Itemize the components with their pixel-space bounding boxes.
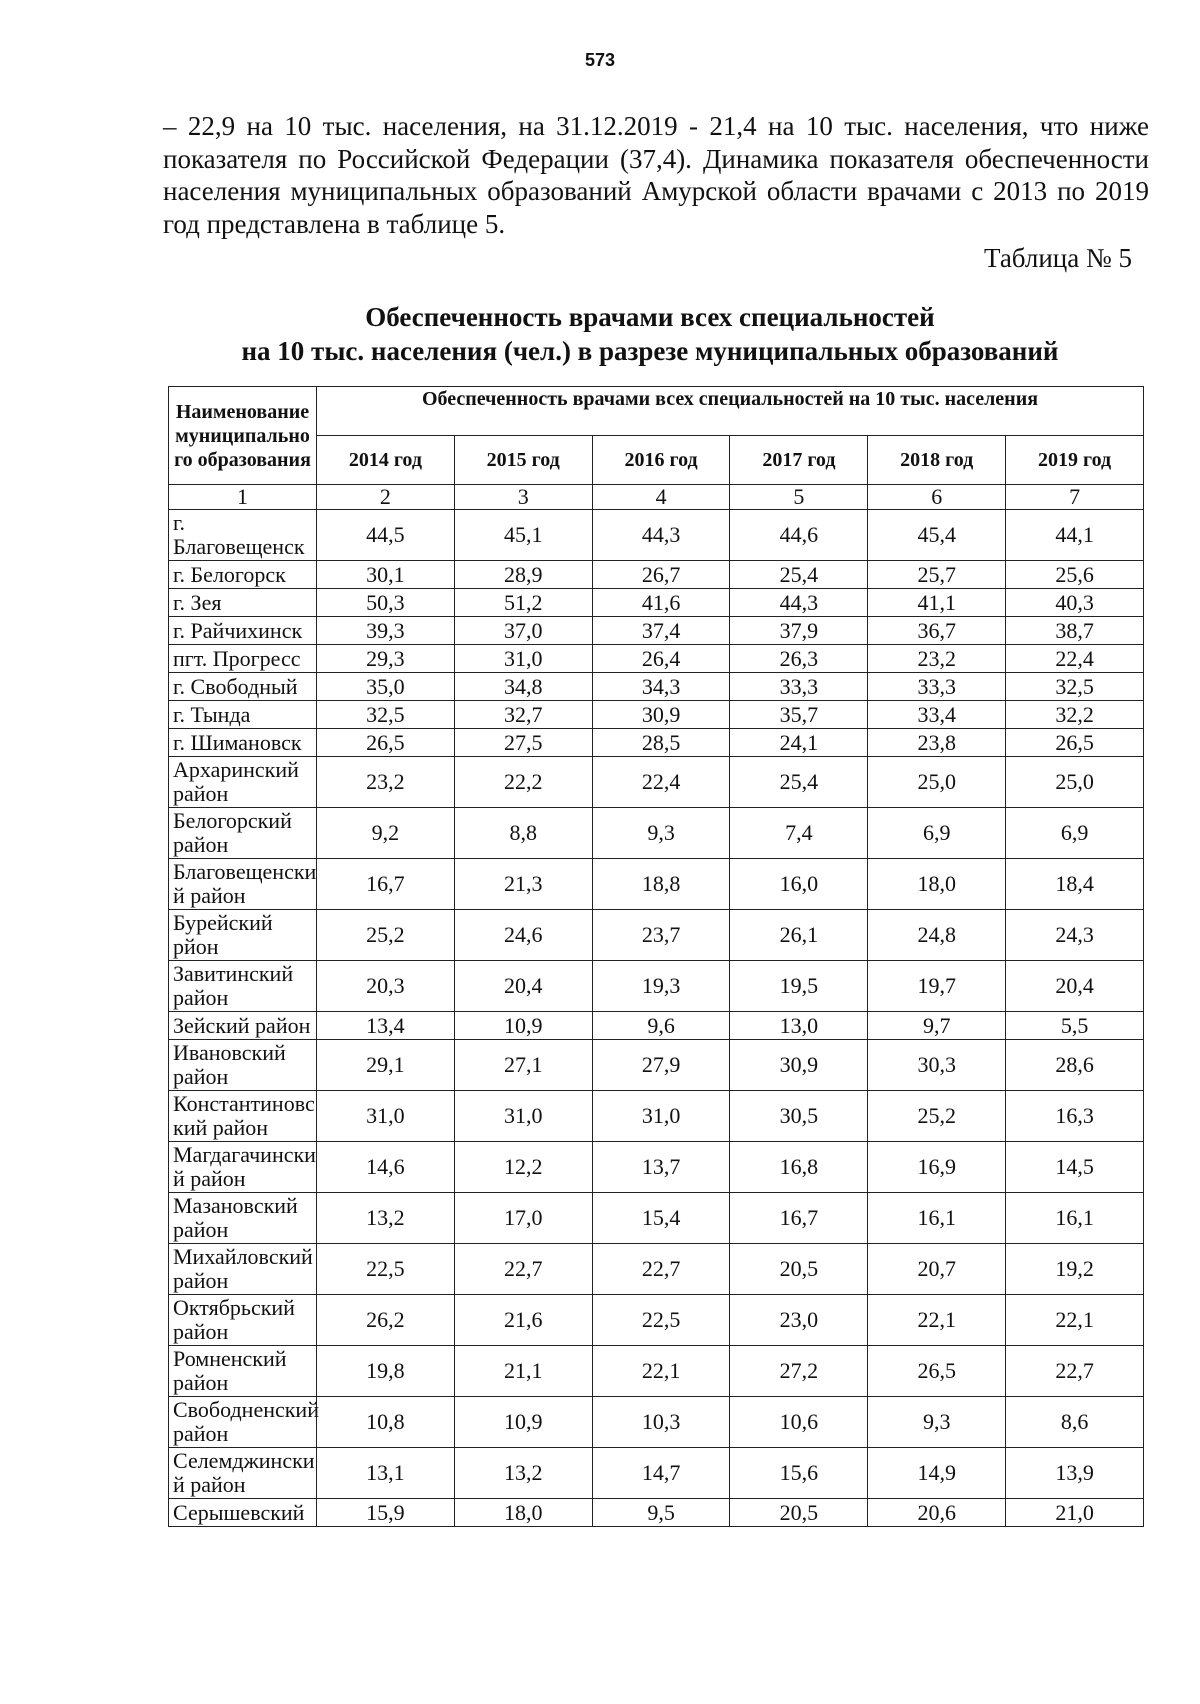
value-cell: 13,2	[454, 1448, 592, 1499]
value-cell: 27,2	[730, 1346, 868, 1397]
value-cell: 44,6	[730, 510, 868, 561]
value-cell: 14,5	[1006, 1142, 1144, 1193]
municipality-name: Мазановский район	[169, 1193, 317, 1244]
value-cell: 24,1	[730, 729, 868, 757]
value-cell: 21,1	[454, 1346, 592, 1397]
table-row	[169, 1295, 1144, 1346]
municipality-name: г. Зея	[169, 589, 317, 617]
value-cell: 31,0	[592, 1091, 730, 1142]
value-cell: 25,0	[1006, 757, 1144, 808]
value-cell: 27,9	[592, 1040, 730, 1091]
table-row	[169, 561, 1144, 589]
value-cell: 13,9	[1006, 1448, 1144, 1499]
value-cell: 22,7	[1006, 1346, 1144, 1397]
table-row	[169, 910, 1144, 961]
value-cell: 37,4	[592, 617, 730, 645]
value-cell: 24,6	[454, 910, 592, 961]
column-number: 2	[317, 485, 455, 510]
table-title-line-1: Обеспеченность врачами всех специальностей	[365, 302, 935, 332]
column-number-row	[169, 485, 1144, 510]
value-cell: 6,9	[1006, 808, 1144, 859]
value-cell: 10,9	[454, 1012, 592, 1040]
value-cell: 41,1	[868, 589, 1006, 617]
value-cell: 40,3	[1006, 589, 1144, 617]
value-cell: 16,8	[730, 1142, 868, 1193]
value-cell: 22,7	[592, 1244, 730, 1295]
value-cell: 22,4	[1006, 645, 1144, 673]
municipality-name: г. Тында	[169, 701, 317, 729]
value-cell: 22,4	[592, 757, 730, 808]
value-cell: 22,7	[454, 1244, 592, 1295]
table-row	[169, 808, 1144, 859]
value-cell: 32,5	[317, 701, 455, 729]
value-cell: 30,1	[317, 561, 455, 589]
value-cell: 22,1	[1006, 1295, 1144, 1346]
value-cell: 32,2	[1006, 701, 1144, 729]
value-cell: 34,3	[592, 673, 730, 701]
value-cell: 44,1	[1006, 510, 1144, 561]
table-row	[169, 1193, 1144, 1244]
value-cell: 13,1	[317, 1448, 455, 1499]
value-cell: 38,7	[1006, 617, 1144, 645]
table-row	[169, 729, 1144, 757]
value-cell: 9,3	[592, 808, 730, 859]
municipality-name: г. Шимановск	[169, 729, 317, 757]
table-label: Таблица № 5	[984, 243, 1132, 273]
value-cell: 20,3	[317, 961, 455, 1012]
table-title	[150, 300, 1150, 368]
value-cell: 20,6	[868, 1499, 1006, 1527]
table-row	[169, 1448, 1144, 1499]
value-cell: 23,8	[868, 729, 1006, 757]
value-cell: 21,0	[1006, 1499, 1144, 1527]
municipality-name: Свободненский район	[169, 1397, 317, 1448]
value-cell: 22,5	[317, 1244, 455, 1295]
value-cell: 24,8	[868, 910, 1006, 961]
table-title-line-2: на 10 тыс. населения (чел.) в разрезе муниципальных образований	[241, 336, 1059, 366]
table-row	[169, 673, 1144, 701]
value-cell: 14,6	[317, 1142, 455, 1193]
value-cell: 26,2	[317, 1295, 455, 1346]
intro-paragraph: – 22,9 на 10 тыс. населения, на 31.12.2019 - 21,4 на 10 тыс. населения, что ниже показателя по Российской Федерации (37,4). Динамика показателя обеспеченности населения муниципальных образований Амурской области врачами с 2013 по 2019 год представлена в таблице 5.	[163, 111, 1149, 239]
municipality-name: Благовещенски й район	[169, 859, 317, 910]
table-row	[169, 757, 1144, 808]
municipality-name: Ивановский район	[169, 1040, 317, 1091]
value-cell: 23,2	[868, 645, 1006, 673]
value-cell: 30,5	[730, 1091, 868, 1142]
value-cell: 13,4	[317, 1012, 455, 1040]
value-cell: 5,5	[1006, 1012, 1144, 1040]
value-cell: 14,9	[868, 1448, 1006, 1499]
municipality-name: г. Белогорск	[169, 561, 317, 589]
value-cell: 13,0	[730, 1012, 868, 1040]
value-cell: 25,4	[730, 757, 868, 808]
municipality-name: Белогорский район	[169, 808, 317, 859]
value-cell: 21,3	[454, 859, 592, 910]
municipality-name: Ромненский район	[169, 1346, 317, 1397]
page-number: 573	[584, 50, 616, 70]
value-cell: 16,3	[1006, 1091, 1144, 1142]
value-cell: 9,5	[592, 1499, 730, 1527]
value-cell: 19,3	[592, 961, 730, 1012]
value-cell: 18,4	[1006, 859, 1144, 910]
value-cell: 26,5	[317, 729, 455, 757]
value-cell: 22,5	[592, 1295, 730, 1346]
value-cell: 23,0	[730, 1295, 868, 1346]
table-row	[169, 1040, 1144, 1091]
value-cell: 17,0	[454, 1193, 592, 1244]
value-cell: 16,7	[317, 859, 455, 910]
value-cell: 16,9	[868, 1142, 1006, 1193]
municipality-name: Михайловский район	[169, 1244, 317, 1295]
name-column-header: Наименование муниципально го образования	[169, 387, 317, 485]
value-cell: 6,9	[868, 808, 1006, 859]
value-cell: 19,8	[317, 1346, 455, 1397]
column-number: 5	[730, 485, 868, 510]
value-cell: 44,5	[317, 510, 455, 561]
value-cell: 10,3	[592, 1397, 730, 1448]
value-cell: 30,3	[868, 1040, 1006, 1091]
value-cell: 30,9	[730, 1040, 868, 1091]
value-cell: 31,0	[317, 1091, 455, 1142]
municipality-name: г. Райчихинск	[169, 617, 317, 645]
value-cell: 26,7	[592, 561, 730, 589]
value-cell: 35,7	[730, 701, 868, 729]
value-cell: 10,9	[454, 1397, 592, 1448]
value-cell: 13,2	[317, 1193, 455, 1244]
table-row	[169, 1499, 1144, 1527]
value-cell: 25,0	[868, 757, 1006, 808]
value-cell: 28,9	[454, 561, 592, 589]
value-cell: 25,7	[868, 561, 1006, 589]
value-cell: 9,3	[868, 1397, 1006, 1448]
value-cell: 22,1	[868, 1295, 1006, 1346]
value-cell: 25,6	[1006, 561, 1144, 589]
value-cell: 44,3	[592, 510, 730, 561]
municipality-name: пгт. Прогресс	[169, 645, 317, 673]
value-cell: 26,4	[592, 645, 730, 673]
value-cell: 13,7	[592, 1142, 730, 1193]
value-cell: 19,5	[730, 961, 868, 1012]
value-cell: 41,6	[592, 589, 730, 617]
year-header: 2016 год	[592, 436, 730, 485]
table-row	[169, 589, 1144, 617]
value-cell: 45,4	[868, 510, 1006, 561]
value-cell: 16,0	[730, 859, 868, 910]
table-row	[169, 510, 1144, 561]
value-cell: 35,0	[317, 673, 455, 701]
value-cell: 25,4	[730, 561, 868, 589]
value-cell: 20,4	[1006, 961, 1144, 1012]
year-header: 2018 год	[868, 436, 1006, 485]
value-cell: 39,3	[317, 617, 455, 645]
value-cell: 22,1	[592, 1346, 730, 1397]
municipality-name: Магдагачински й район	[169, 1142, 317, 1193]
value-cell: 21,6	[454, 1295, 592, 1346]
value-cell: 18,8	[592, 859, 730, 910]
value-cell: 50,3	[317, 589, 455, 617]
value-cell: 29,1	[317, 1040, 455, 1091]
municipality-name: Бурейский рйон	[169, 910, 317, 961]
value-cell: 23,7	[592, 910, 730, 961]
table-row	[169, 1012, 1144, 1040]
value-cell: 28,6	[1006, 1040, 1144, 1091]
table-row	[169, 645, 1144, 673]
column-number: 6	[868, 485, 1006, 510]
value-cell: 15,9	[317, 1499, 455, 1527]
table-row	[169, 1142, 1144, 1193]
group-column-header: Обеспеченность врачами всех специальностей на 10 тыс. населения	[317, 387, 1144, 436]
value-cell: 36,7	[868, 617, 1006, 645]
value-cell: 23,2	[317, 757, 455, 808]
column-number: 7	[1006, 485, 1144, 510]
value-cell: 15,4	[592, 1193, 730, 1244]
municipality-name: г. Благовещенск	[169, 510, 317, 561]
value-cell: 26,1	[730, 910, 868, 961]
value-cell: 16,1	[868, 1193, 1006, 1244]
value-cell: 8,6	[1006, 1397, 1144, 1448]
value-cell: 25,2	[317, 910, 455, 961]
value-cell: 12,2	[454, 1142, 592, 1193]
value-cell: 18,0	[454, 1499, 592, 1527]
value-cell: 27,1	[454, 1040, 592, 1091]
value-cell: 16,1	[1006, 1193, 1144, 1244]
table-row	[169, 701, 1144, 729]
table-row	[169, 859, 1144, 910]
municipality-name: Серышевский	[169, 1499, 317, 1527]
column-number: 3	[454, 485, 592, 510]
municipality-name: Архаринский район	[169, 757, 317, 808]
year-header: 2019 год	[1006, 436, 1144, 485]
value-cell: 31,0	[454, 645, 592, 673]
value-cell: 32,7	[454, 701, 592, 729]
value-cell: 45,1	[454, 510, 592, 561]
value-cell: 20,7	[868, 1244, 1006, 1295]
value-cell: 51,2	[454, 589, 592, 617]
value-cell: 9,2	[317, 808, 455, 859]
table-row	[169, 617, 1144, 645]
value-cell: 27,5	[454, 729, 592, 757]
value-cell: 15,6	[730, 1448, 868, 1499]
value-cell: 20,4	[454, 961, 592, 1012]
value-cell: 22,2	[454, 757, 592, 808]
table-row	[169, 1091, 1144, 1142]
value-cell: 10,6	[730, 1397, 868, 1448]
value-cell: 20,5	[730, 1244, 868, 1295]
municipality-name: Октябрьский район	[169, 1295, 317, 1346]
year-header: 2017 год	[730, 436, 868, 485]
value-cell: 33,3	[730, 673, 868, 701]
value-cell: 9,6	[592, 1012, 730, 1040]
municipality-name: Завитинский район	[169, 961, 317, 1012]
value-cell: 20,5	[730, 1499, 868, 1527]
value-cell: 26,3	[730, 645, 868, 673]
value-cell: 29,3	[317, 645, 455, 673]
municipality-name: г. Свободный	[169, 673, 317, 701]
table-row	[169, 1346, 1144, 1397]
table-row	[169, 1397, 1144, 1448]
value-cell: 31,0	[454, 1091, 592, 1142]
value-cell: 34,8	[454, 673, 592, 701]
year-header: 2015 год	[454, 436, 592, 485]
value-cell: 8,8	[454, 808, 592, 859]
value-cell: 26,5	[1006, 729, 1144, 757]
value-cell: 25,2	[868, 1091, 1006, 1142]
value-cell: 19,2	[1006, 1244, 1144, 1295]
value-cell: 28,5	[592, 729, 730, 757]
value-cell: 30,9	[592, 701, 730, 729]
value-cell: 24,3	[1006, 910, 1144, 961]
value-cell: 33,4	[868, 701, 1006, 729]
value-cell: 26,5	[868, 1346, 1006, 1397]
value-cell: 10,8	[317, 1397, 455, 1448]
column-number: 1	[169, 485, 317, 510]
year-header: 2014 год	[317, 436, 455, 485]
value-cell: 33,3	[868, 673, 1006, 701]
municipality-name: Селемджински й район	[169, 1448, 317, 1499]
municipality-name: Зейский район	[169, 1012, 317, 1040]
municipality-name: Константиновс кий район	[169, 1091, 317, 1142]
value-cell: 16,7	[730, 1193, 868, 1244]
value-cell: 37,0	[454, 617, 592, 645]
value-cell: 14,7	[592, 1448, 730, 1499]
table-row	[169, 1244, 1144, 1295]
table-row	[169, 961, 1144, 1012]
doctors-per-10k-table	[168, 386, 1144, 1527]
value-cell: 19,7	[868, 961, 1006, 1012]
value-cell: 7,4	[730, 808, 868, 859]
column-number: 4	[592, 485, 730, 510]
value-cell: 9,7	[868, 1012, 1006, 1040]
value-cell: 37,9	[730, 617, 868, 645]
value-cell: 18,0	[868, 859, 1006, 910]
value-cell: 44,3	[730, 589, 868, 617]
value-cell: 32,5	[1006, 673, 1144, 701]
